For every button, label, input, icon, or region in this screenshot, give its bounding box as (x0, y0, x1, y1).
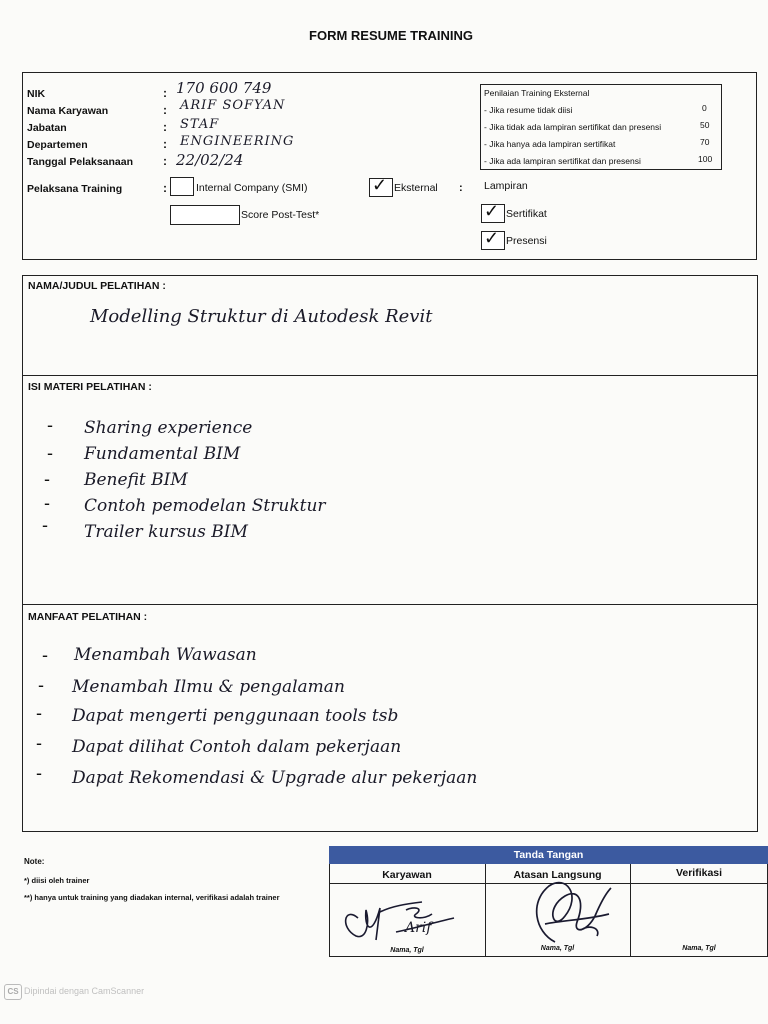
date-label: Tanggal Pelaksanaan (27, 156, 134, 168)
internal-checkbox[interactable] (170, 177, 194, 196)
material-item: Benefit BIM (84, 470, 188, 490)
benefit-item: Dapat Rekomendasi & Upgrade alur pekerjaan (72, 768, 478, 788)
camscanner-watermark: Dipindai dengan CamScanner (24, 986, 145, 996)
list-dash: - (36, 733, 42, 753)
benefit-item: Dapat dilihat Contoh dalam pekerjaan (72, 737, 402, 757)
position-value: STAF (180, 117, 220, 132)
rating-row-score: 100 (698, 154, 713, 164)
rating-row-label: - Jika hanya ada lampiran sertifikat (484, 139, 616, 149)
list-dash: - (44, 493, 50, 513)
name-label: Nama Karyawan (27, 105, 109, 117)
list-dash: - (42, 515, 48, 535)
colon: : (163, 181, 167, 195)
rating-row-label: - Jika resume tidak diisi (484, 105, 573, 115)
training-title-heading: NAMA/JUDUL PELATIHAN : (28, 280, 166, 292)
rating-row-score: 70 (700, 137, 710, 147)
benefit-item: Menambah Ilmu & pengalaman (72, 677, 345, 697)
signature-col-employee: Karyawan (382, 869, 432, 881)
signature-col-verification: Verifikasi (675, 867, 723, 879)
score-post-test-label: Score Post-Test* (241, 209, 320, 221)
colon: : (163, 103, 167, 117)
material-item: Fundamental BIM (84, 444, 241, 464)
rating-row-score: 0 (702, 103, 707, 113)
benefit-item: Menambah Wawasan (74, 645, 257, 665)
list-dash: - (47, 415, 53, 435)
section-divider (22, 375, 758, 376)
nik-value: 170 600 749 (176, 79, 272, 97)
notes-title: Note: (24, 857, 45, 866)
benefit-heading: MANFAAT PELATIHAN : (28, 611, 148, 623)
employee-signature-name: Arif (405, 920, 432, 936)
colon: : (163, 154, 167, 168)
department-value: ENGINEERING (180, 134, 295, 149)
internal-label: Internal Company (SMI) (196, 182, 308, 194)
signature-footer: Nama, Tgl (390, 947, 424, 954)
external-check-mark: ✓ (372, 175, 388, 195)
rating-row-label: - Jika ada lampiran sertifikat dan presensi (484, 156, 641, 166)
benefit-item: Dapat mengerti penggunaan tools tsb (72, 706, 399, 726)
material-item: Contoh pemodelan Struktur (84, 496, 326, 516)
supervisor-signature (515, 872, 625, 952)
employee-signature (336, 888, 466, 948)
list-dash: - (36, 763, 42, 783)
executor-label: Pelaksana Training (27, 183, 123, 195)
rating-row-score: 50 (700, 120, 710, 130)
list-dash: - (44, 469, 50, 489)
colon: : (163, 120, 167, 134)
list-dash: - (47, 443, 53, 463)
signature-header-label: Tanda Tangan (513, 849, 584, 861)
material-item: Trailer kursus BIM (84, 522, 248, 542)
nik-label: NIK (27, 88, 46, 100)
external-label: Eksternal (394, 182, 438, 194)
section-divider (22, 604, 758, 605)
name-value: ARIF SOFYAN (180, 98, 286, 113)
colon: : (163, 137, 167, 151)
signature-footer: Nama, Tgl (682, 945, 716, 952)
list-dash: - (38, 675, 44, 695)
date-value: 22/02/24 (176, 151, 244, 169)
external-rating-title: Penilaian Training Eksternal (484, 88, 590, 98)
list-dash: - (36, 703, 42, 723)
signature-footer: Nama, Tgl (540, 945, 575, 952)
attendance-label: Presensi (506, 235, 547, 247)
certificate-label: Sertifikat (506, 208, 547, 220)
form-title: FORM RESUME TRAINING (309, 28, 473, 43)
camscanner-logo: CS (4, 984, 22, 1000)
position-label: Jabatan (27, 122, 67, 134)
training-title-value: Modelling Struktur di Autodesk Revit (90, 306, 433, 327)
signature-col-supervisor: Atasan Langsung (513, 869, 602, 881)
rating-row-label: - Jika tidak ada lampiran sertifikat dan presensi (484, 122, 662, 132)
department-label: Departemen (27, 139, 88, 151)
notes-line: *) diisi oleh trainer (24, 876, 90, 885)
score-post-test-box[interactable] (170, 205, 240, 225)
material-heading: ISI MATERI PELATIHAN : (28, 381, 152, 393)
material-item: Sharing experience (84, 418, 253, 438)
attendance-check-mark: ✓ (484, 228, 500, 248)
colon: : (459, 182, 463, 194)
notes-line: **) hanya untuk training yang diadakan internal, verifikasi adalah trainer (24, 893, 280, 902)
attachment-label: Lampiran (484, 180, 528, 192)
colon: : (163, 86, 167, 100)
certificate-check-mark: ✓ (484, 201, 500, 221)
list-dash: - (42, 645, 48, 665)
